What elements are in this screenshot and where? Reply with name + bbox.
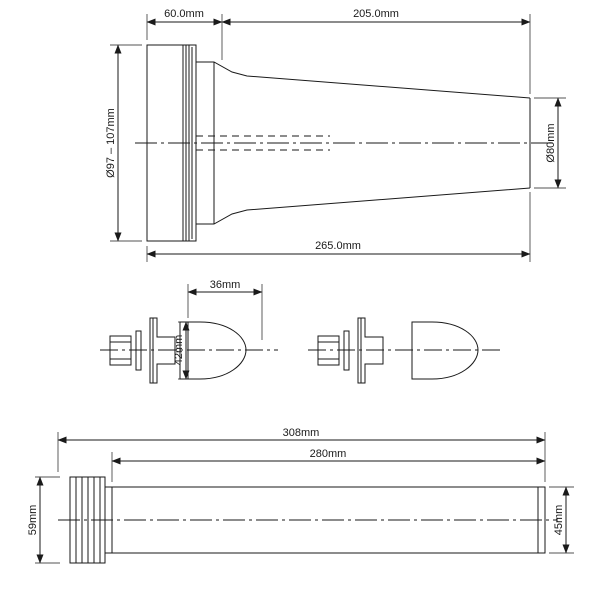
label-36mm: 36mm <box>209 279 241 291</box>
label-dia97-107: Ø97 – 107mm <box>105 108 117 178</box>
label-dia80: Ø80mm <box>545 123 557 163</box>
top-view-pan-connector <box>110 14 566 262</box>
label-42mm: 42mm <box>173 334 185 366</box>
label-308mm: 308mm <box>282 427 320 439</box>
dimension-labels <box>27 8 565 535</box>
seal-set-right <box>308 318 500 383</box>
label-45mm: 45mm <box>553 504 565 536</box>
label-59mm: 59mm <box>27 504 39 536</box>
seal-set-left <box>100 284 278 383</box>
label-280mm: 280mm <box>309 448 347 460</box>
label-205mm: 205.0mm <box>353 8 399 20</box>
label-265mm: 265.0mm <box>315 240 361 252</box>
label-60mm: 60.0mm <box>164 8 204 20</box>
middle-view-seal-components <box>100 284 500 383</box>
bottom-view-extension-pipe <box>35 432 574 563</box>
